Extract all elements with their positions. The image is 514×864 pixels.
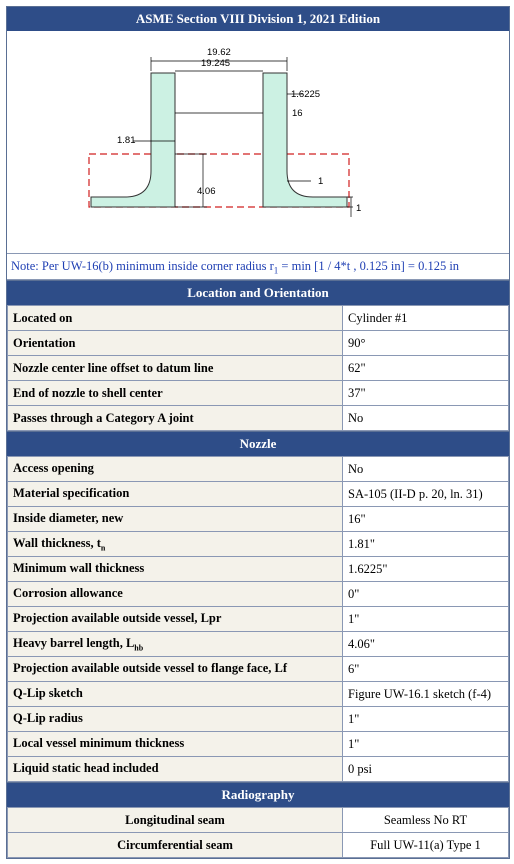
table-row	[8, 532, 509, 557]
row-value: Figure UW-16.1 sketch (f-4)	[343, 682, 509, 707]
table-row	[8, 632, 509, 657]
report-panel	[6, 6, 510, 859]
row-label: Minimum wall thickness	[8, 557, 343, 582]
radiography-table	[7, 807, 509, 858]
row-label: Located on	[8, 306, 343, 331]
row-value: SA-105 (II-D p. 20, ln. 31)	[343, 482, 509, 507]
dim-inner-diameter: 19.245	[201, 58, 231, 69]
section-nozzle-title: Nozzle	[7, 431, 509, 456]
dim-barrel: 4.06	[197, 186, 216, 197]
table-row	[8, 406, 509, 431]
row-value: 90°	[343, 331, 509, 356]
table-row	[8, 582, 509, 607]
row-value: 16"	[343, 507, 509, 532]
table-row	[8, 682, 509, 707]
row-label: Liquid static head included	[8, 757, 343, 782]
row-value: 1"	[343, 707, 509, 732]
section-location-title: Location and Orientation	[7, 280, 509, 305]
table-row	[8, 657, 509, 682]
row-value: 0"	[343, 582, 509, 607]
table-row	[8, 331, 509, 356]
row-value: 1.6225"	[343, 557, 509, 582]
location-table	[7, 305, 509, 431]
nozzle-sketch-drawing	[7, 31, 507, 253]
nozzle-sketch	[7, 31, 509, 254]
row-label: Projection available outside vessel, Lpr	[8, 607, 343, 632]
dim-nominal-id: 16	[292, 108, 303, 119]
table-row	[8, 707, 509, 732]
nozzle-table	[7, 456, 509, 782]
row-label: Longitudinal seam	[8, 808, 343, 833]
row-label: End of nozzle to shell center	[8, 381, 343, 406]
note-prefix: Note: Per UW-16(b) minimum inside corner radius r	[11, 259, 274, 273]
table-row	[8, 557, 509, 582]
row-label: Projection available outside vessel to flange face, Lf	[8, 657, 343, 682]
row-label: Heavy barrel length, $L_{hb}$	[8, 632, 343, 657]
dim-lip: 1	[356, 203, 362, 214]
row-label: Material specification	[8, 482, 343, 507]
table-row	[8, 507, 509, 532]
table-row	[8, 482, 509, 507]
table-row	[8, 808, 509, 833]
table-row	[8, 356, 509, 381]
row-value: 0 psi	[343, 757, 509, 782]
table-row	[8, 732, 509, 757]
section-radiography-title: Radiography	[7, 782, 509, 807]
row-value: No	[343, 406, 509, 431]
table-row	[8, 833, 509, 858]
row-label: Circumferential seam	[8, 833, 343, 858]
row-value: No	[343, 457, 509, 482]
row-label: Nozzle center line offset to datum line	[8, 356, 343, 381]
row-value: 62"	[343, 356, 509, 381]
note-subscript: 1	[273, 265, 279, 276]
row-label: Q-Lip radius	[8, 707, 343, 732]
table-row	[8, 457, 509, 482]
row-label: Wall thickness, $t_n$	[8, 532, 343, 557]
report-title: ASME Section VIII Division 1, 2021 Edition	[7, 7, 509, 31]
row-label: Orientation	[8, 331, 343, 356]
row-value: 1"	[343, 732, 509, 757]
row-value: Seamless No RT	[343, 808, 509, 833]
dim-min-wall: 1.6225	[291, 89, 321, 100]
table-row	[8, 381, 509, 406]
row-value: 1.81"	[343, 532, 509, 557]
row-value: 1"	[343, 607, 509, 632]
row-value: 6"	[343, 657, 509, 682]
dim-projection: 1	[318, 176, 324, 187]
dim-outer-diameter: 19.62	[207, 47, 231, 58]
row-label: Inside diameter, new	[8, 507, 343, 532]
table-row	[8, 757, 509, 782]
note-suffix: = min [1 / 4*t , 0.125 in] = 0.125 in	[278, 259, 460, 273]
table-row	[8, 607, 509, 632]
row-label: Corrosion allowance	[8, 582, 343, 607]
row-value: 37"	[343, 381, 509, 406]
row-label: Access opening	[8, 457, 343, 482]
row-value: Cylinder #1	[343, 306, 509, 331]
table-row	[8, 306, 509, 331]
row-value: 4.06"	[343, 632, 509, 657]
row-label: Passes through a Category A joint	[8, 406, 343, 431]
row-label: Q-Lip sketch	[8, 682, 343, 707]
dim-wall: 1.81	[117, 135, 136, 146]
row-value: Full UW-11(a) Type 1	[343, 833, 509, 858]
row-label: Local vessel minimum thickness	[8, 732, 343, 757]
corner-radius-note	[7, 254, 509, 280]
